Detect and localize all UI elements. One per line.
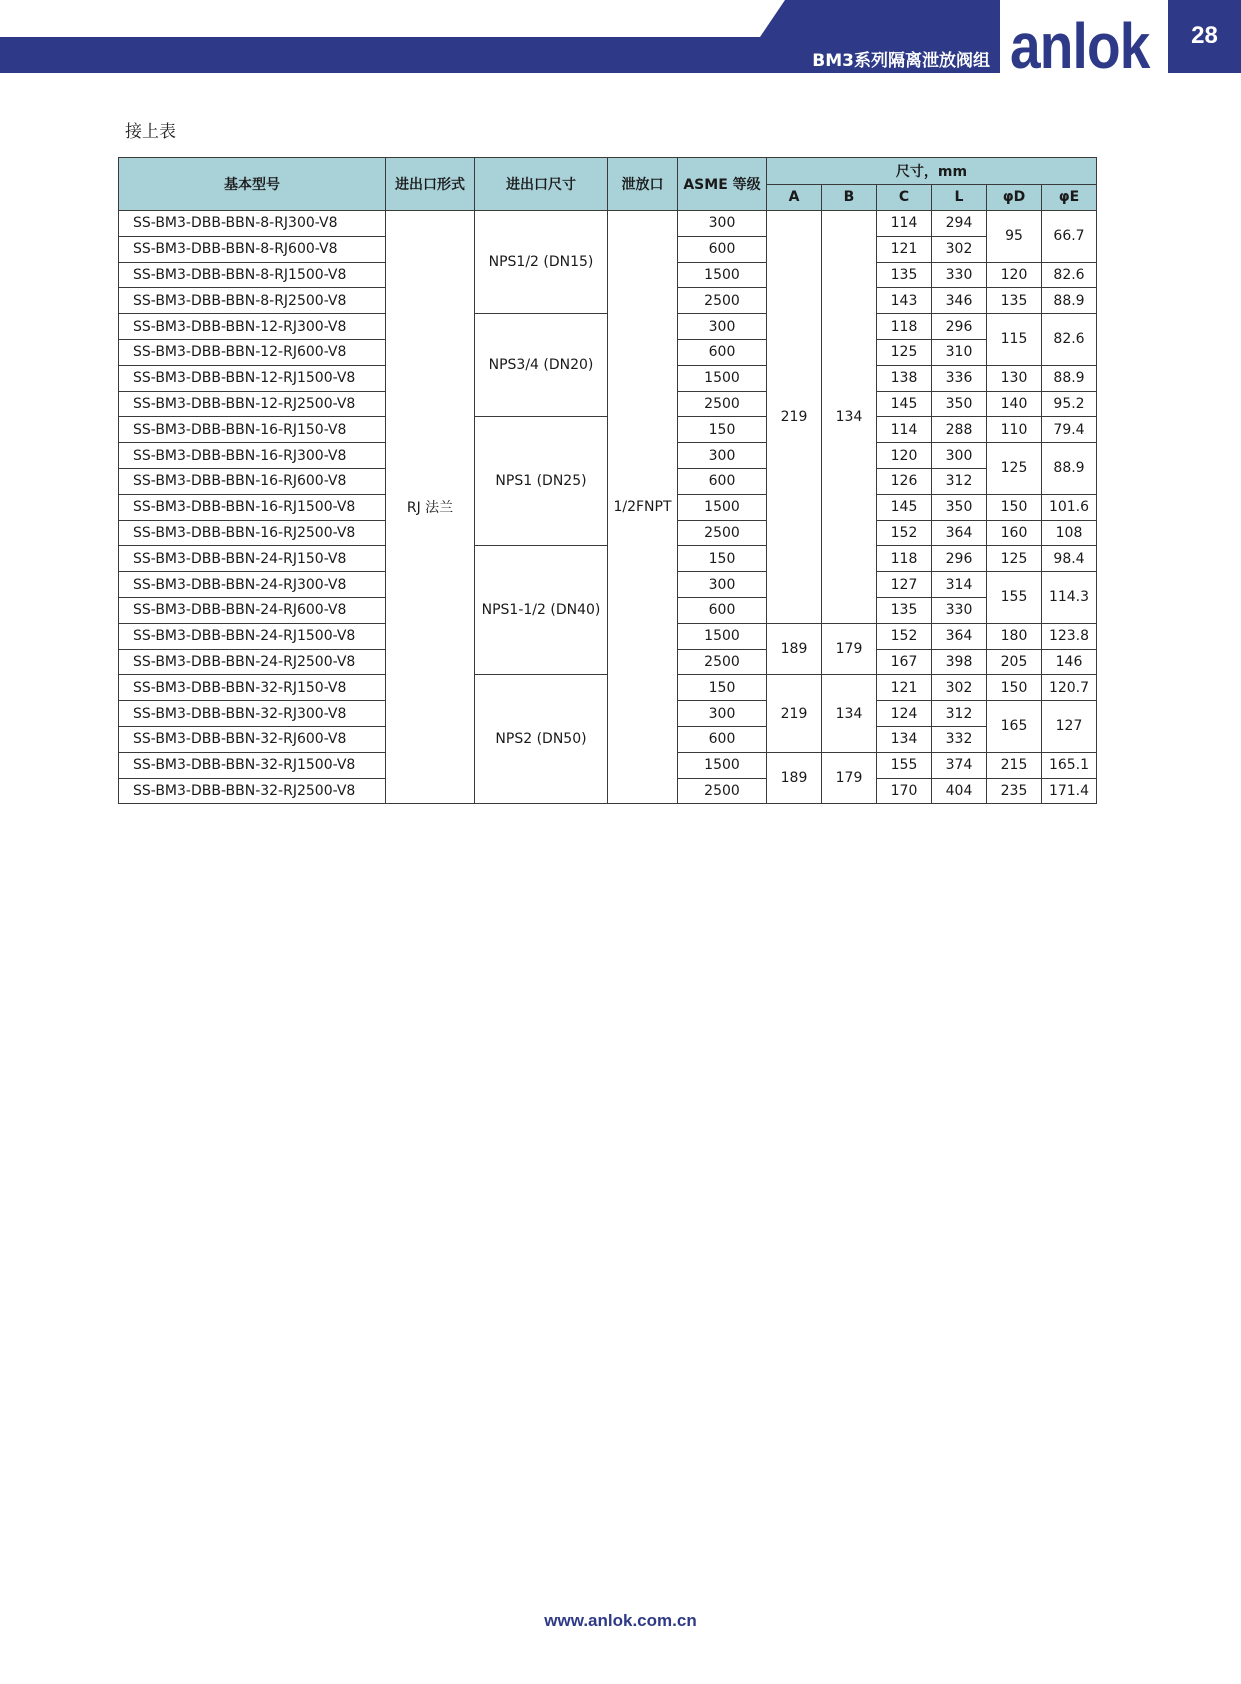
dim-c-cell: 145	[877, 391, 932, 417]
asme-cell: 150	[678, 675, 767, 701]
dim-l-cell: 312	[932, 468, 987, 494]
model-cell: SS-BM3-DBB-BBN-24-RJ300-V8	[119, 572, 386, 598]
dim-e-cell: 79.4	[1042, 417, 1097, 443]
dim-a-cell: 219	[767, 211, 822, 624]
asme-cell: 600	[678, 339, 767, 365]
dim-c-cell: 126	[877, 468, 932, 494]
dim-c-cell: 135	[877, 262, 932, 288]
dim-c-cell: 152	[877, 623, 932, 649]
dim-c-cell: 145	[877, 494, 932, 520]
header-dim-b: B	[822, 184, 877, 211]
dim-l-cell: 300	[932, 443, 987, 469]
dim-d-cell: 125	[987, 546, 1042, 572]
dim-l-cell: 310	[932, 339, 987, 365]
asme-cell: 1500	[678, 623, 767, 649]
dim-e-cell: 98.4	[1042, 546, 1097, 572]
dim-c-cell: 124	[877, 701, 932, 727]
dim-l-cell: 302	[932, 236, 987, 262]
table-row	[119, 211, 1097, 237]
model-cell: SS-BM3-DBB-BBN-24-RJ150-V8	[119, 546, 386, 572]
model-cell: SS-BM3-DBB-BBN-12-RJ1500-V8	[119, 365, 386, 391]
model-cell: SS-BM3-DBB-BBN-24-RJ2500-V8	[119, 649, 386, 675]
asme-cell: 600	[678, 726, 767, 752]
page-number: 28	[1191, 22, 1218, 49]
dim-d-cell: 180	[987, 623, 1042, 649]
dim-d-cell: 215	[987, 752, 1042, 778]
inlet-size-cell: NPS1/2 (DN15)	[475, 211, 608, 314]
dim-e-cell: 146	[1042, 649, 1097, 675]
asme-cell: 300	[678, 572, 767, 598]
dim-c-cell: 143	[877, 288, 932, 314]
dim-c-cell: 120	[877, 443, 932, 469]
asme-cell: 2500	[678, 520, 767, 546]
dim-b-cell: 179	[822, 752, 877, 804]
footer-website[interactable]: www.anlok.com.cn	[544, 1611, 697, 1630]
dim-e-cell: 88.9	[1042, 288, 1097, 314]
dim-l-cell: 398	[932, 649, 987, 675]
header-dim-a: A	[767, 184, 822, 211]
model-cell: SS-BM3-DBB-BBN-32-RJ300-V8	[119, 701, 386, 727]
dim-e-cell: 127	[1042, 701, 1097, 753]
asme-cell: 2500	[678, 391, 767, 417]
dim-l-cell: 302	[932, 675, 987, 701]
dim-c-cell: 152	[877, 520, 932, 546]
inlet-size-cell: NPS1 (DN25)	[475, 417, 608, 546]
dim-b-cell: 134	[822, 211, 877, 624]
dim-l-cell: 364	[932, 520, 987, 546]
asme-cell: 300	[678, 443, 767, 469]
dim-d-cell: 155	[987, 572, 1042, 624]
model-cell: SS-BM3-DBB-BBN-16-RJ600-V8	[119, 468, 386, 494]
dim-l-cell: 288	[932, 417, 987, 443]
inlet-size-cell: NPS3/4 (DN20)	[475, 314, 608, 417]
model-cell: SS-BM3-DBB-BBN-8-RJ600-V8	[119, 236, 386, 262]
dim-l-cell: 332	[932, 726, 987, 752]
model-cell: SS-BM3-DBB-BBN-16-RJ300-V8	[119, 443, 386, 469]
header-model: 基本型号	[119, 158, 386, 211]
dim-l-cell: 364	[932, 623, 987, 649]
dim-c-cell: 127	[877, 572, 932, 598]
dim-l-cell: 296	[932, 546, 987, 572]
header-dim-c: C	[877, 184, 932, 211]
dim-l-cell: 296	[932, 314, 987, 340]
model-cell: SS-BM3-DBB-BBN-32-RJ150-V8	[119, 675, 386, 701]
header-vent: 泄放口	[608, 158, 678, 211]
asme-cell: 2500	[678, 778, 767, 804]
dim-d-cell: 140	[987, 391, 1042, 417]
dim-l-cell: 350	[932, 494, 987, 520]
asme-cell: 300	[678, 701, 767, 727]
series-title: BM3系列隔离泄放阀组	[812, 51, 990, 71]
dim-d-cell: 95	[987, 211, 1042, 263]
dim-e-cell: 165.1	[1042, 752, 1097, 778]
dim-e-cell: 114.3	[1042, 572, 1097, 624]
asme-cell: 150	[678, 546, 767, 572]
model-cell: SS-BM3-DBB-BBN-32-RJ2500-V8	[119, 778, 386, 804]
inlet-size-cell: NPS2 (DN50)	[475, 675, 608, 804]
dim-e-cell: 82.6	[1042, 314, 1097, 366]
asme-cell: 2500	[678, 649, 767, 675]
dim-d-cell: 160	[987, 520, 1042, 546]
dim-c-cell: 114	[877, 211, 932, 237]
header-dims-group: 尺寸，mm	[767, 158, 1097, 185]
dim-l-cell: 330	[932, 597, 987, 623]
dim-e-cell: 171.4	[1042, 778, 1097, 804]
asme-cell: 600	[678, 236, 767, 262]
model-cell: SS-BM3-DBB-BBN-24-RJ1500-V8	[119, 623, 386, 649]
dim-d-cell: 125	[987, 443, 1042, 495]
dim-d-cell: 135	[987, 288, 1042, 314]
model-cell: SS-BM3-DBB-BBN-16-RJ1500-V8	[119, 494, 386, 520]
header-dim-e: φE	[1042, 184, 1097, 211]
asme-cell: 1500	[678, 365, 767, 391]
dim-l-cell: 374	[932, 752, 987, 778]
dim-d-cell: 120	[987, 262, 1042, 288]
dim-b-cell: 134	[822, 675, 877, 752]
dim-c-cell: 135	[877, 597, 932, 623]
asme-cell: 1500	[678, 752, 767, 778]
dim-l-cell: 336	[932, 365, 987, 391]
model-cell: SS-BM3-DBB-BBN-12-RJ300-V8	[119, 314, 386, 340]
asme-cell: 600	[678, 468, 767, 494]
vent-cell: 1/2FNPT	[608, 211, 678, 804]
dim-l-cell: 314	[932, 572, 987, 598]
dim-e-cell: 88.9	[1042, 365, 1097, 391]
inlet-size-cell: NPS1-1/2 (DN40)	[475, 546, 608, 675]
model-cell: SS-BM3-DBB-BBN-32-RJ1500-V8	[119, 752, 386, 778]
dim-a-cell: 219	[767, 675, 822, 752]
model-cell: SS-BM3-DBB-BBN-24-RJ600-V8	[119, 597, 386, 623]
model-cell: SS-BM3-DBB-BBN-8-RJ300-V8	[119, 211, 386, 237]
dim-d-cell: 205	[987, 649, 1042, 675]
dim-e-cell: 120.7	[1042, 675, 1097, 701]
anlok-logo: anlok	[1010, 10, 1150, 82]
dim-c-cell: 118	[877, 314, 932, 340]
model-cell: SS-BM3-DBB-BBN-32-RJ600-V8	[119, 726, 386, 752]
spec-table	[118, 157, 1097, 804]
asme-cell: 1500	[678, 262, 767, 288]
model-cell: SS-BM3-DBB-BBN-12-RJ600-V8	[119, 339, 386, 365]
dim-c-cell: 121	[877, 236, 932, 262]
dim-e-cell: 88.9	[1042, 443, 1097, 495]
dim-e-cell: 123.8	[1042, 623, 1097, 649]
dim-l-cell: 404	[932, 778, 987, 804]
inlet-form-cell: RJ 法兰	[386, 211, 475, 804]
model-cell: SS-BM3-DBB-BBN-16-RJ150-V8	[119, 417, 386, 443]
model-cell: SS-BM3-DBB-BBN-16-RJ2500-V8	[119, 520, 386, 546]
asme-cell: 1500	[678, 494, 767, 520]
model-cell: SS-BM3-DBB-BBN-8-RJ2500-V8	[119, 288, 386, 314]
dim-e-cell: 66.7	[1042, 211, 1097, 263]
dim-a-cell: 189	[767, 623, 822, 675]
dim-b-cell: 179	[822, 623, 877, 675]
dim-l-cell: 350	[932, 391, 987, 417]
dim-l-cell: 312	[932, 701, 987, 727]
asme-cell: 300	[678, 314, 767, 340]
dim-d-cell: 115	[987, 314, 1042, 366]
header-inlet-form: 进出口形式	[386, 158, 475, 211]
dim-a-cell: 189	[767, 752, 822, 804]
dim-d-cell: 150	[987, 675, 1042, 701]
dim-l-cell: 346	[932, 288, 987, 314]
dim-d-cell: 130	[987, 365, 1042, 391]
dim-c-cell: 118	[877, 546, 932, 572]
dim-d-cell: 235	[987, 778, 1042, 804]
header-dim-d: φD	[987, 184, 1042, 211]
continued-label: 接上表	[125, 122, 176, 142]
dim-d-cell: 150	[987, 494, 1042, 520]
dim-l-cell: 294	[932, 211, 987, 237]
dim-d-cell: 110	[987, 417, 1042, 443]
header-dim-l: L	[932, 184, 987, 211]
dim-e-cell: 108	[1042, 520, 1097, 546]
asme-cell: 2500	[678, 288, 767, 314]
dim-e-cell: 95.2	[1042, 391, 1097, 417]
dim-c-cell: 114	[877, 417, 932, 443]
dim-e-cell: 82.6	[1042, 262, 1097, 288]
dim-e-cell: 101.6	[1042, 494, 1097, 520]
dim-c-cell: 155	[877, 752, 932, 778]
asme-cell: 600	[678, 597, 767, 623]
header-inlet-size: 进出口尺寸	[475, 158, 608, 211]
dim-l-cell: 330	[932, 262, 987, 288]
dim-c-cell: 167	[877, 649, 932, 675]
asme-cell: 150	[678, 417, 767, 443]
dim-c-cell: 138	[877, 365, 932, 391]
model-cell: SS-BM3-DBB-BBN-12-RJ2500-V8	[119, 391, 386, 417]
dim-c-cell: 121	[877, 675, 932, 701]
dim-c-cell: 125	[877, 339, 932, 365]
dim-d-cell: 165	[987, 701, 1042, 753]
dim-c-cell: 134	[877, 726, 932, 752]
model-cell: SS-BM3-DBB-BBN-8-RJ1500-V8	[119, 262, 386, 288]
asme-cell: 300	[678, 211, 767, 237]
dim-c-cell: 170	[877, 778, 932, 804]
header-asme: ASME 等级	[678, 158, 767, 211]
